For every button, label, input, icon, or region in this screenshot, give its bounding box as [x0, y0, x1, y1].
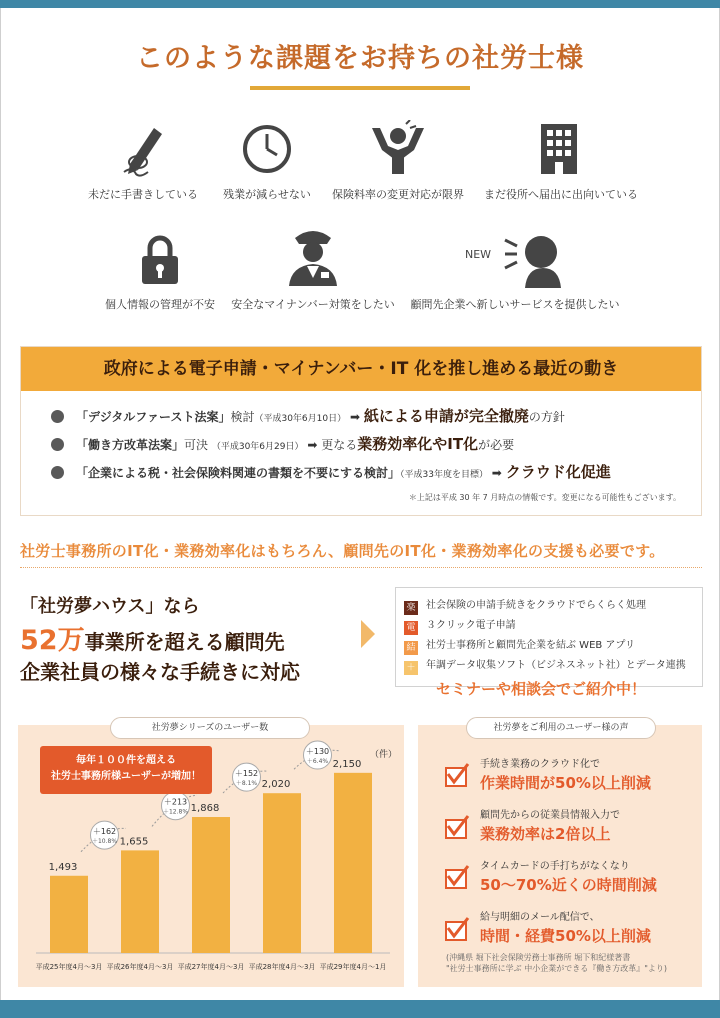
bar-value-label: 2,020	[261, 779, 291, 791]
voice-item: 顧問先からの従業員情報入力で 業務効率は2倍以上	[480, 810, 620, 843]
building-icon	[535, 120, 583, 178]
issue-label: 顧問先企業へ新しいサービスを提供したい	[410, 298, 620, 311]
bullet-dot	[51, 466, 64, 479]
issue-premium-rate	[328, 120, 468, 202]
bar-value-label: 1,655	[119, 836, 149, 848]
voice-item: 手続き業務のクラウド化で 作業時間が50%以上削減	[480, 759, 651, 792]
lead-divider	[20, 567, 702, 568]
y-unit-label: （件）	[370, 750, 398, 760]
issue-label: まだ役所へ届出に出向いている	[484, 188, 638, 201]
arrow-icon: ➡	[307, 438, 318, 452]
user-voices-pill: 社労夢をご利用のユーザー様の声	[466, 717, 656, 739]
right-arrow-icon	[361, 620, 375, 648]
bar-value-label: 2,150	[332, 758, 362, 770]
bottom-bar	[0, 1000, 720, 1018]
check-icon	[446, 918, 468, 940]
bullet-dot	[51, 438, 64, 451]
headline-line1: 「社労夢ハウス」なら	[20, 596, 200, 617]
check-icons	[442, 762, 472, 962]
speaking-person-icon	[503, 226, 567, 288]
issue-mynumber-security	[228, 224, 398, 312]
security-guard-icon	[281, 224, 345, 288]
issue-label: 安全なマイナンバー対策をしたい	[231, 298, 395, 311]
growth-pct-label: ＋6.4%	[306, 758, 329, 766]
lead-text: 社労士事務所のIT化・業務効率化はもちろん、顧問先のIT化・業務効率化の支援も必要です。	[20, 542, 665, 560]
growth-delta-label: ＋152	[234, 769, 259, 779]
x-tick-label: 平成25年度4月〜3月	[35, 963, 103, 971]
feature-item: ＋ 年調データ収集ソフト（ビジネスネット社）とデータ連携	[404, 656, 686, 675]
check-icon	[446, 866, 468, 888]
gov-heading: 政府による電子申請・マイナンバー・IT 化を推し進める最近の動き	[21, 347, 701, 391]
bar-value-label: 1,868	[190, 803, 220, 815]
features-box	[395, 587, 703, 687]
issue-label: 残業が減らせない	[223, 188, 311, 201]
bar	[192, 817, 230, 953]
voice-item: 給与明細のメール配信で、 時間・経費50%以上削減	[480, 912, 651, 945]
arrow-icon: ➡	[491, 466, 502, 480]
user-count-pill: 社労夢シリーズのユーザー数	[110, 717, 310, 739]
bar	[121, 850, 159, 953]
bar	[50, 876, 88, 953]
x-tick-label: 平成26年度4月〜3月	[106, 963, 174, 971]
feature-item: 結 社労士事務所と顧問先企業を結ぶ WEB アプリ	[404, 636, 635, 655]
headline-number: 52万	[20, 625, 85, 656]
issue-privacy	[100, 232, 220, 312]
issue-label: 未だに手書きしている	[88, 188, 198, 201]
x-tick-label: 平成27年度4月〜3月	[177, 963, 245, 971]
stressed-person-icon	[366, 120, 430, 178]
gov-row: 「デジタルファースト法案」検討（平成30年6月10日） ➡ 紙による申請が完全撤廃の方針	[51, 405, 565, 426]
growth-callout: 毎年１００件を超える 社労士事務所様ユーザーが増加！	[40, 746, 212, 794]
issue-overtime	[212, 120, 322, 202]
gov-row: 「働き方改革法案」可決 （平成30年6月29日） ➡ 更なる業務効率化やIT化が必要	[51, 433, 514, 454]
growth-pct-label: ＋12.8%	[162, 808, 189, 816]
growth-delta-label: ＋213	[163, 797, 188, 807]
gov-row: 「企業による税・社会保険料関連の書類を不要にする検討」（平成33年度を目標） ➡ クラウド化促進	[51, 461, 611, 482]
issue-office-visit	[484, 120, 638, 202]
check-icon	[446, 816, 468, 838]
feature-item: 楽 社会保険の申請手続きをクラウドでらくらく処理	[404, 596, 646, 615]
top-bar	[0, 0, 720, 8]
headline-line2: 52万事業所を超える顧問先	[20, 625, 285, 656]
issue-new-service	[410, 226, 620, 312]
pen-writing-icon	[118, 120, 168, 178]
growth-delta-label: ＋130	[305, 747, 330, 757]
new-badge: NEW	[465, 248, 492, 261]
page-title: このような課題をお持ちの社労士様	[136, 43, 584, 74]
issue-handwriting	[88, 120, 198, 202]
feature-item: 電 ３クリック電子申請	[404, 616, 516, 635]
bar	[263, 793, 301, 953]
check-icon	[446, 764, 468, 786]
padlock-icon	[138, 232, 182, 288]
growth-pct-label: ＋8.1%	[235, 780, 258, 788]
issue-label: 個人情報の管理が不安	[105, 298, 215, 311]
growth-pct-label: ＋10.8%	[91, 838, 118, 846]
clock-icon	[238, 120, 296, 178]
headline-line3: 企業社員の様々な手続きに対応	[20, 660, 300, 684]
x-tick-label: 平成28年度4月〜3月	[248, 963, 316, 971]
arrow-icon: ➡	[349, 410, 360, 424]
title-underline	[250, 86, 470, 90]
gov-note: ＊上記は平成 30 年 7 月時点の情報です。変更になる可能性もございます。	[408, 493, 681, 502]
gov-trends-box	[20, 346, 702, 516]
voices-source-note: (沖縄県 堀下社会保険労務士事務所 堀下和紀様著書 "社労士事務所に学ぶ 中小企業ができる『働き方改革』"より)	[446, 953, 668, 973]
issue-label: 保険料率の変更対応が限界	[332, 188, 464, 201]
bar-value-label: 1,493	[48, 861, 78, 873]
x-tick-label: 平成29年度4月〜1月	[319, 963, 387, 971]
bar	[334, 773, 372, 953]
growth-delta-label: ＋162	[92, 827, 117, 837]
seminar-cta: セミナーや相談会でご紹介中！	[436, 680, 647, 698]
voice-item: タイムカードの手打ちがなくなり 50〜70%近くの時間削減	[480, 861, 657, 894]
bullet-dot	[51, 410, 64, 423]
